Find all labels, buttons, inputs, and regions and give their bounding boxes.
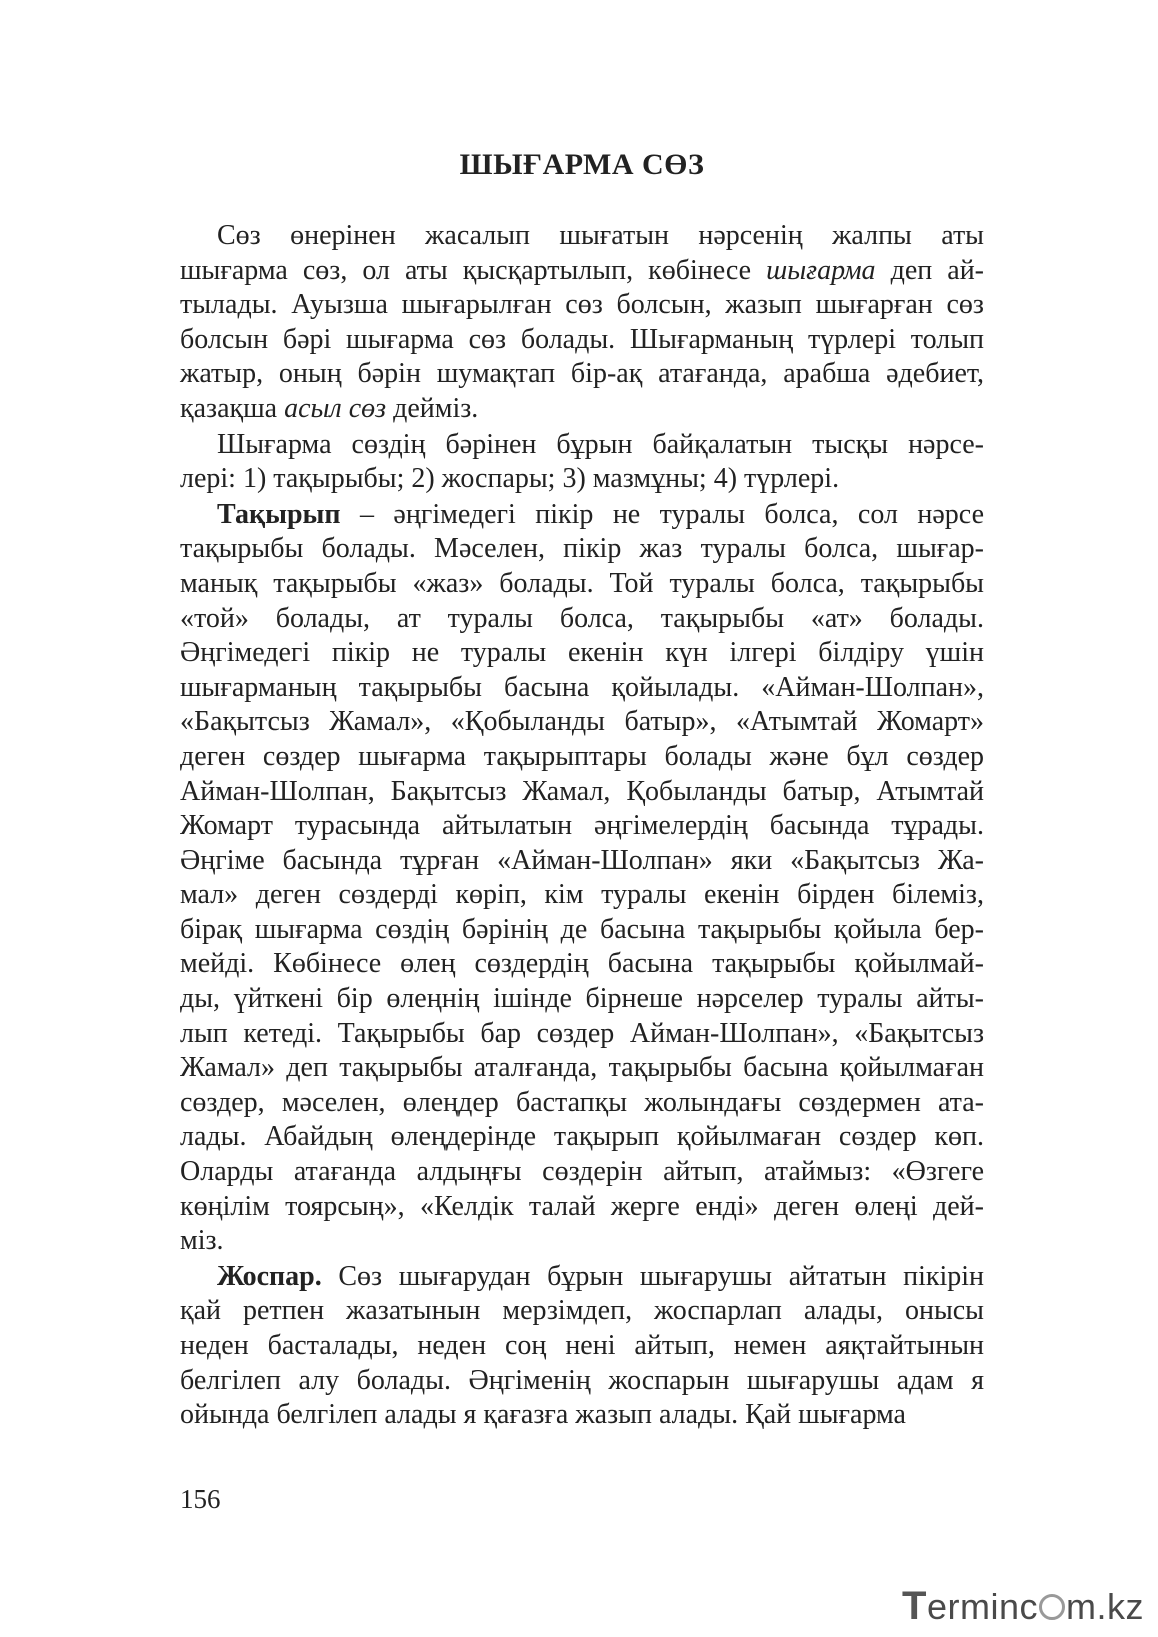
- text-run: Әңгіме басында тұрған «Айман-Шолпан» яки «Бақытсыз Жа-: [180, 844, 984, 876]
- text-run: шығарма сөз, ол аты қысқартылып, көбінесе: [180, 254, 767, 286]
- site-watermark: [902, 1584, 1144, 1629]
- text-line: [180, 1086, 984, 1121]
- text-run: – әңгімедегі пікір не туралы болса, сол нәрсе: [340, 498, 984, 530]
- text-line: [180, 357, 984, 392]
- text-line: [180, 705, 984, 740]
- text-run: қай ретпен жазатынын мерзімдеп, жоспарлап алады, онысы: [180, 1295, 984, 1327]
- watermark-text-end: m.kz: [1066, 1586, 1144, 1627]
- text-run: манық тақырыбы «жаз» болады. Той туралы болса, тақырыбы: [180, 567, 984, 599]
- text-line: [180, 1398, 984, 1433]
- text-run: сөздер, мәселен, өлеңдер бастапқы жолындағы сөздермен ата-: [180, 1086, 984, 1118]
- text-run: «той» болады, ат туралы болса, тақырыбы «ат» болады.: [180, 602, 984, 634]
- text-run: қазақша: [180, 392, 285, 424]
- chapter-title: ШЫҒАРМА СӨЗ: [459, 148, 705, 181]
- text-line: [180, 532, 984, 567]
- text-line: [180, 1155, 984, 1190]
- text-line: [180, 323, 984, 358]
- text-run: белгілеп алу болады. Әңгіменің жоспарын шығарушы адам я: [180, 1364, 984, 1396]
- text-run: Айман-Шолпан, Бақытсыз Жамал, Қобыланды батыр, Атымтай: [180, 775, 984, 807]
- text-line: [180, 1120, 984, 1155]
- text-line: [180, 844, 984, 879]
- text-run: Әңгімедегі пікір не туралы екенін күн ілгері білдіру үшін: [180, 637, 984, 669]
- text-run: Жомарт турасында айтылатын әңгімелердің басында тұрады.: [180, 810, 984, 842]
- text-line: [180, 602, 984, 637]
- text-line: [180, 982, 984, 1017]
- text-run: мал» деген сөздерді көріп, кім туралы екенін бірден білеміз,: [180, 879, 984, 911]
- italic-term: асыл сөз: [284, 392, 387, 424]
- text-run: жатыр, оның бәрін шумақтап бір-ақ атағанда, арабша әдебиет,: [180, 358, 984, 390]
- text-run: мейді. Көбінесе өлең сөздердің басына тақырыбы қойылмай-: [180, 948, 984, 980]
- paragraph: [180, 219, 984, 427]
- text-run: деп ай-: [875, 254, 984, 286]
- text-run: ды, үйткені бір өлеңнің ішінде бірнеше нәрселер туралы айты-: [180, 983, 984, 1015]
- page-number: 156: [180, 1484, 221, 1514]
- text-line: [180, 1329, 984, 1364]
- text-run: дейміз.: [386, 392, 479, 424]
- text-line: [180, 775, 984, 810]
- text-line: [180, 1364, 984, 1399]
- text-line: [180, 809, 984, 844]
- text-line: [180, 636, 984, 671]
- text-run: міз.: [180, 1225, 224, 1257]
- text-line: [180, 947, 984, 982]
- text-line: [180, 913, 984, 948]
- text-line: [180, 392, 984, 427]
- text-run: лері: 1) тақырыбы; 2) жоспары; 3) мазмұны; 4) түрлері.: [180, 463, 840, 495]
- text-line: [180, 462, 984, 497]
- text-run: болсын бәрі шығарма сөз болады. Шығарманың түрлері толып: [180, 323, 984, 355]
- text-line: [180, 1294, 984, 1329]
- text-line: [180, 288, 984, 323]
- paragraph: [180, 428, 984, 497]
- text-line: [180, 428, 984, 463]
- watermark-text-middle: ermin: [926, 1586, 1020, 1627]
- text-line: [180, 1190, 984, 1225]
- text-run: деген сөздер шығарма тақырыптары болады және бұл сөздер: [180, 740, 984, 772]
- text-line: [180, 878, 984, 913]
- text-line: [180, 1051, 984, 1086]
- text-run: көңілім тоярсың», «Келдік талай жерге енді» деген өлеңі дей-: [180, 1190, 984, 1222]
- text-line: [180, 498, 984, 533]
- text-run: Сөз шығарудан бұрын шығарушы айтатын пікірін: [321, 1260, 984, 1292]
- text-line: [180, 1260, 984, 1295]
- watermark-text-c: c: [1019, 1586, 1038, 1627]
- text-line: [180, 254, 984, 289]
- text-run: лады. Абайдың өлеңдерінде тақырып қойылмаған сөздер көп.: [180, 1121, 984, 1153]
- watermark-circle-icon: [1039, 1594, 1065, 1620]
- text-run: ойында белгілеп алады я қағазға жазып алады. Қай шығарма: [180, 1399, 906, 1431]
- bold-term: Тақырып: [217, 498, 341, 530]
- text-run: Сөз өнерінен жасалып шығатын нәрсенің жалпы аты: [217, 220, 984, 251]
- italic-term: шығарма: [766, 254, 876, 286]
- body-text: [180, 219, 984, 1434]
- text-run: бірақ шығарма сөздің бәрінің де басына тақырыбы қойыла бер-: [180, 913, 984, 945]
- text-run: тақырыбы болады. Мәселен, пікір жаз туралы болса, шығар-: [180, 533, 984, 565]
- bold-term: Жоспар.: [217, 1260, 322, 1292]
- paragraph: [180, 498, 984, 1259]
- paragraph: [180, 1260, 984, 1433]
- text-line: [180, 1224, 984, 1259]
- text-run: Жамал» деп тақырыбы аталғанда, тақырыбы басына қойылмаған: [180, 1052, 984, 1084]
- text-run: тылады. Ауызша шығарылған сөз болсын, жазып шығарған сөз: [180, 289, 984, 321]
- text-line: [180, 740, 984, 775]
- text-run: «Бақытсыз Жамал», «Қобыланды батыр», «Атымтай Жомарт»: [180, 706, 984, 738]
- text-line: [180, 671, 984, 706]
- text-run: Шығарма сөздің бәрінен бұрын байқалатын тысқы нәрсе-: [217, 428, 984, 460]
- text-line: [180, 1017, 984, 1052]
- text-run: шығарманың тақырыбы басына қойылады. «Айман-Шолпан»,: [180, 671, 984, 703]
- text-line: [180, 219, 984, 254]
- text-run: неден басталады, неден соң нені айтып, немен аяқтайтынын: [180, 1330, 984, 1361]
- text-line: [180, 567, 984, 602]
- text-run: лып кетеді. Тақырыбы бар сөздер Айман-Шолпан», «Бақытсыз: [180, 1017, 984, 1049]
- watermark-letter-t: T: [902, 1584, 927, 1628]
- text-run: Оларды атағанда алдыңғы сөздерін айтып, атаймыз: «Өзгеге: [180, 1156, 984, 1188]
